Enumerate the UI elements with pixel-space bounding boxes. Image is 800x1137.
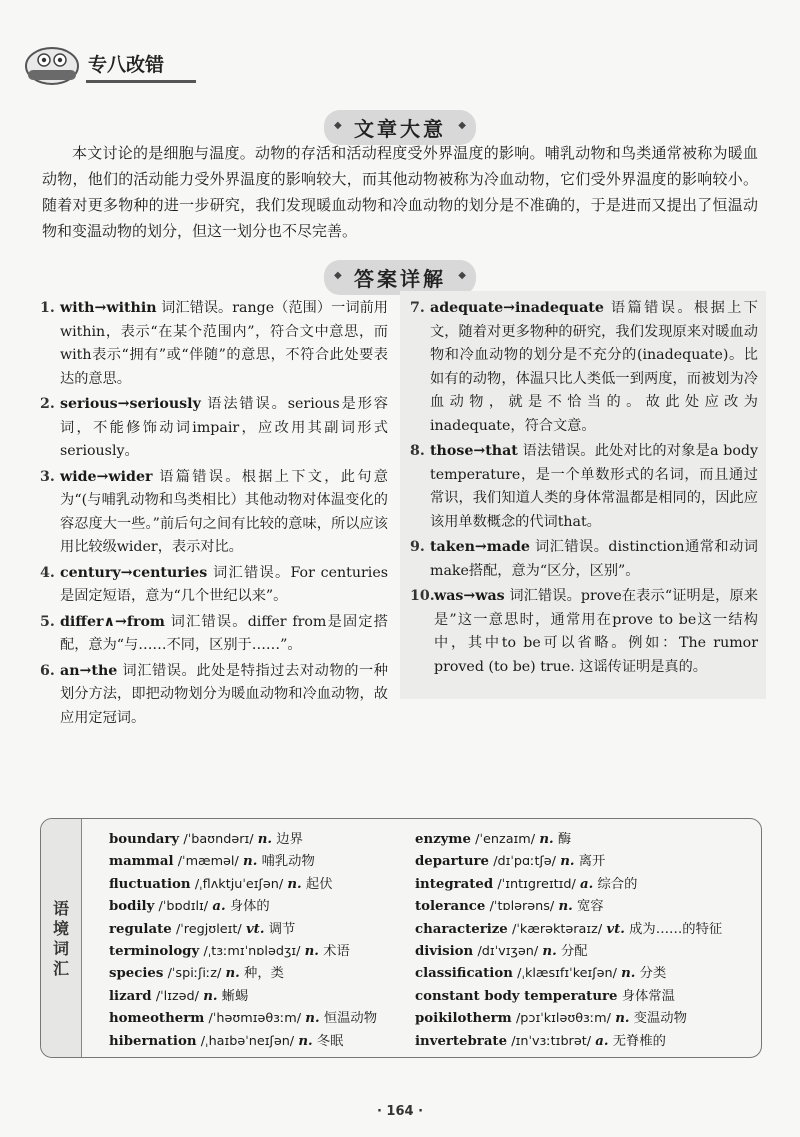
vocab-pos: vt. <box>245 921 265 937</box>
vocab-word: constant body temperature <box>415 988 618 1004</box>
vocab-word: enzyme <box>415 832 471 847</box>
vocab-word: regulate <box>109 921 172 937</box>
vocab-pos: n. <box>621 966 636 982</box>
vocab-entry <box>415 1031 755 1053</box>
answer-correction: was→was <box>434 588 505 604</box>
vocab-pos: n. <box>225 966 240 982</box>
vocab-meaning: 起伏 <box>305 876 333 892</box>
answer-number: 9. <box>410 539 425 555</box>
page-number: · 164 · <box>376 1104 424 1119</box>
answer-number: 4. <box>40 564 55 581</box>
vocab-pos: n. <box>558 899 573 915</box>
vocab-meaning: 术语 <box>323 944 350 960</box>
vocab-meaning: 无脊椎的 <box>612 1033 666 1049</box>
vocab-word: classification <box>415 966 513 982</box>
vocab-phonetic: /ˈmæməl/ <box>177 854 239 870</box>
owl-logo-icon <box>22 40 82 86</box>
vocab-phonetic: /ˌtɜːmɪˈnɒlədʒɪ/ <box>203 944 301 960</box>
vocab-phonetic: /ˌflʌktjuˈeɪʃən/ <box>194 876 284 892</box>
vocab-phonetic: /dɪˈpɑːtʃə/ <box>493 854 556 870</box>
vocab-entry <box>415 851 755 873</box>
vocab-meaning: 边界 <box>276 832 303 847</box>
answer-correction: an→the <box>60 662 118 679</box>
vocab-entry <box>109 986 409 1008</box>
vocab-meaning: 身体的 <box>229 899 270 915</box>
vocab-entry <box>109 919 409 941</box>
vocab-word: mammal <box>109 854 174 870</box>
vocab-word: boundary <box>109 832 180 847</box>
answer-explanation: 词汇错误。此处是特指过去对动物的一种划分方法，即把动物划分为暖血动物和冷血动物，故应用定冠词。 <box>60 662 388 726</box>
answer-number: 8. <box>410 443 425 459</box>
diamond-left-icon: ◆ <box>334 270 342 281</box>
answer-item <box>410 297 758 438</box>
vocab-pos: n. <box>560 854 575 870</box>
vocab-entry <box>415 941 755 963</box>
answer-explanation: 词汇错误。prove在表示“证明是，原来是”这一意思时，通常用在prove to be这一结构中，其中to be可以省略。例如：The rumor proved (to be) true. 这谣传证明是真的。 <box>434 588 758 675</box>
vocab-pos: a. <box>212 899 226 915</box>
answer-explanation: 语法错误。serious是形容词，不能修饰动词impair，应改用其副词形式seriously。 <box>60 396 388 459</box>
vocab-word: tolerance <box>415 899 486 915</box>
vocab-pos: n. <box>298 1033 313 1049</box>
vocabulary-left-column <box>109 829 409 1053</box>
answer-explanation: 词汇错误。differ from是固定搭配，意为“与……不同，区别于……”。 <box>60 613 388 653</box>
vocab-pos: n. <box>615 1011 630 1027</box>
vocab-phonetic: /pɔɪˈkɪləʊθɜːm/ <box>515 1011 611 1027</box>
vocab-word: division <box>415 944 474 960</box>
answer-correction: those→that <box>430 443 518 459</box>
vocab-meaning: 调节 <box>268 921 296 937</box>
answer-item <box>40 297 388 391</box>
vocab-meaning: 宽容 <box>577 899 604 915</box>
summary-paragraph <box>42 140 758 244</box>
answer-number: 2. <box>40 396 55 412</box>
vocab-entry <box>415 1008 755 1030</box>
vocab-entry <box>415 896 755 918</box>
vocab-meaning: 蜥蜴 <box>221 988 249 1004</box>
summary-title-text: 文章大意 <box>354 117 446 141</box>
vocab-phonetic: /ˈregjʊleɪt/ <box>175 921 242 937</box>
vocab-word: bodily <box>109 899 155 915</box>
vocab-meaning: 变温动物 <box>633 1011 687 1027</box>
vocabulary-tab <box>41 819 82 1057</box>
diamond-right-icon: ◆ <box>458 120 466 131</box>
answer-correction: wide→wider <box>60 468 153 485</box>
answer-explanation: 语法错误。此处对比的对象是a body temperature，是一个单数形式的名词，而且通过常识，我们知道人类的身体常温都是相同的，因此应该用单数概念的代词that。 <box>430 443 758 530</box>
answer-correction: adequate→inadequate <box>430 300 604 316</box>
vocab-phonetic: /ˌhaɪbəˈneɪʃən/ <box>200 1033 295 1049</box>
vocab-word: hibernation <box>109 1033 197 1049</box>
vocab-entry <box>415 874 755 896</box>
diamond-left-icon: ◆ <box>334 120 342 131</box>
vocab-phonetic: /ˈɪntɪgreɪtɪd/ <box>497 876 576 892</box>
answer-explanation: 词汇错误。range（范围）一词前用within，表示“在某个范围内”，符合文中意思，而with表示“拥有”或“伴随”的意思，不符合此处要表达的意思。 <box>60 300 388 387</box>
vocab-meaning: 综合的 <box>597 876 638 892</box>
answer-number: 7. <box>410 300 425 316</box>
vocab-meaning: 冬眠 <box>316 1033 344 1049</box>
vocab-phonetic: /ˈtɒlərəns/ <box>489 899 555 915</box>
vocab-phonetic: /ˈhəʊmɪəθɜːm/ <box>208 1011 302 1027</box>
vocab-word: invertebrate <box>415 1033 508 1049</box>
vocab-pos: a. <box>595 1033 609 1049</box>
vocab-meaning: 成为……的特征 <box>629 921 723 937</box>
vocab-meaning: 酶 <box>557 832 572 847</box>
vocab-word: species <box>109 966 164 982</box>
vocab-entry <box>109 829 409 851</box>
answer-item <box>40 660 388 731</box>
vocab-entry <box>109 1031 409 1053</box>
answers-right-column <box>410 297 758 681</box>
vocab-word: lizard <box>109 988 152 1004</box>
vocab-phonetic: /dɪˈvɪʒən/ <box>477 944 539 960</box>
diamond-right-icon: ◆ <box>458 270 466 281</box>
vocab-phonetic: /ˌklæsɪfɪˈkeɪʃən/ <box>517 966 617 982</box>
vocab-word: departure <box>415 854 489 870</box>
vocab-entry <box>109 1008 409 1030</box>
answers-left-column <box>40 297 388 732</box>
vocab-pos: a. <box>580 876 594 892</box>
page-header <box>22 40 778 92</box>
vocabulary-right-column <box>415 829 755 1053</box>
answer-number: 3. <box>40 468 55 485</box>
vocab-entry <box>109 851 409 873</box>
vocab-pos: n. <box>304 944 319 960</box>
vocab-word: terminology <box>109 944 200 960</box>
vocab-phonetic: /ˈkærəktəraɪz/ <box>512 921 603 937</box>
vocabulary-label: 语境词汇 <box>52 899 69 978</box>
vocab-meaning: 分类 <box>639 966 667 982</box>
vocab-phonetic: /ˈlɪzəd/ <box>155 988 199 1004</box>
answer-explanation: 语篇错误。根据上下文，随着对更多物种的研究，我们发现原来对暖血动物和冷血动物的划分是不充分的(inadequate)。比如有的动物，体温只比人类低一到两度，而被划为冷血动物，就是不恰当的。故此处应改为inadequate，符合文意。 <box>430 300 758 434</box>
vocab-entry <box>109 963 409 985</box>
vocab-phonetic: /ɪnˈvɜːtɪbrət/ <box>511 1033 592 1049</box>
answer-item <box>40 562 388 609</box>
vocab-word: characterize <box>415 921 508 937</box>
vocab-pos: n. <box>539 832 554 847</box>
vocab-pos: n. <box>305 1011 320 1027</box>
vocab-meaning: 种，类 <box>244 966 284 982</box>
vocab-word: fluctuation <box>109 876 191 892</box>
vocab-entry <box>109 896 409 918</box>
vocab-word: poikilotherm <box>415 1011 512 1027</box>
header-title: 专八改错 <box>88 54 165 76</box>
answer-correction: with→within <box>60 300 157 316</box>
answer-number: 10. <box>410 588 435 604</box>
answer-explanation: 词汇错误。distinction通常和动词make搭配，意为“区分，区别”。 <box>430 539 758 579</box>
answer-number: 1. <box>40 300 55 316</box>
vocab-phonetic: /ˈenzaɪm/ <box>475 832 536 847</box>
vocab-meaning: 分配 <box>560 944 588 960</box>
vocab-meaning: 哺乳动物 <box>261 854 315 870</box>
vocab-phonetic: /ˈspiːʃiːz/ <box>167 966 222 982</box>
vocab-entry <box>415 829 755 851</box>
vocab-entry <box>415 986 755 1008</box>
answer-item <box>410 585 758 679</box>
vocabulary-box <box>40 818 762 1058</box>
answer-item <box>40 466 388 560</box>
answer-item <box>410 536 758 583</box>
answer-correction: differ∧→from <box>60 613 165 630</box>
vocab-phonetic: /ˈbɒdɪlɪ/ <box>158 899 209 915</box>
vocab-pos: n. <box>257 832 273 847</box>
vocab-entry <box>415 963 755 985</box>
vocab-pos: n. <box>542 944 557 960</box>
answer-item <box>40 393 388 464</box>
answer-title-text: 答案详解 <box>354 267 446 291</box>
vocab-pos: n. <box>287 876 302 892</box>
answer-number: 5. <box>40 613 55 630</box>
vocab-entry <box>109 874 409 896</box>
vocab-meaning: 身体常温 <box>621 988 675 1004</box>
answer-number: 6. <box>40 662 55 679</box>
answer-item <box>40 611 388 658</box>
answer-section-title <box>0 260 800 295</box>
answer-correction: serious→seriously <box>60 396 201 412</box>
vocab-meaning: 离开 <box>578 854 606 870</box>
vocab-phonetic: /ˈbaʊndərɪ/ <box>183 832 254 847</box>
answer-explanation: 词汇错误。For centuries是固定短语，意为“几个世纪以来”。 <box>60 564 388 604</box>
vocab-pos: n. <box>203 988 218 1004</box>
vocab-pos: vt. <box>606 921 625 937</box>
summary-text: 本文讨论的是细胞与温度。动物的存活和活动程度受外界温度的影响。哺乳动物和鸟类通常被称为暖血动物，他们的活动能力受外界温度的影响较大，而其他动物被称为冷血动物，它们受外界温度的影响较小。随着对更多物种的进一步研究，我们发现暖血动物和冷血动物的划分是不准确的，于是进而又提出了恒温动物和变温动物的划分，但这一划分也不尽完善。 <box>42 144 758 240</box>
vocab-word: integrated <box>415 876 494 892</box>
vocab-pos: n. <box>243 854 258 870</box>
vocab-entry <box>415 919 755 941</box>
answer-correction: taken→made <box>430 539 530 555</box>
header-divider <box>86 80 196 83</box>
vocab-entry <box>109 941 409 963</box>
answer-item <box>410 440 758 534</box>
vocab-word: homeotherm <box>109 1011 205 1027</box>
vocab-meaning: 恒温动物 <box>323 1011 378 1027</box>
answer-correction: century→centuries <box>60 564 208 581</box>
answer-explanation: 语篇错误。根据上下文，此句意为“(与哺乳动物和鸟类相比）其他动物对体温变化的容忍度大一些。”前后句之间有比较的意味，所以应该用比较级wider，表示对比。 <box>60 468 388 555</box>
